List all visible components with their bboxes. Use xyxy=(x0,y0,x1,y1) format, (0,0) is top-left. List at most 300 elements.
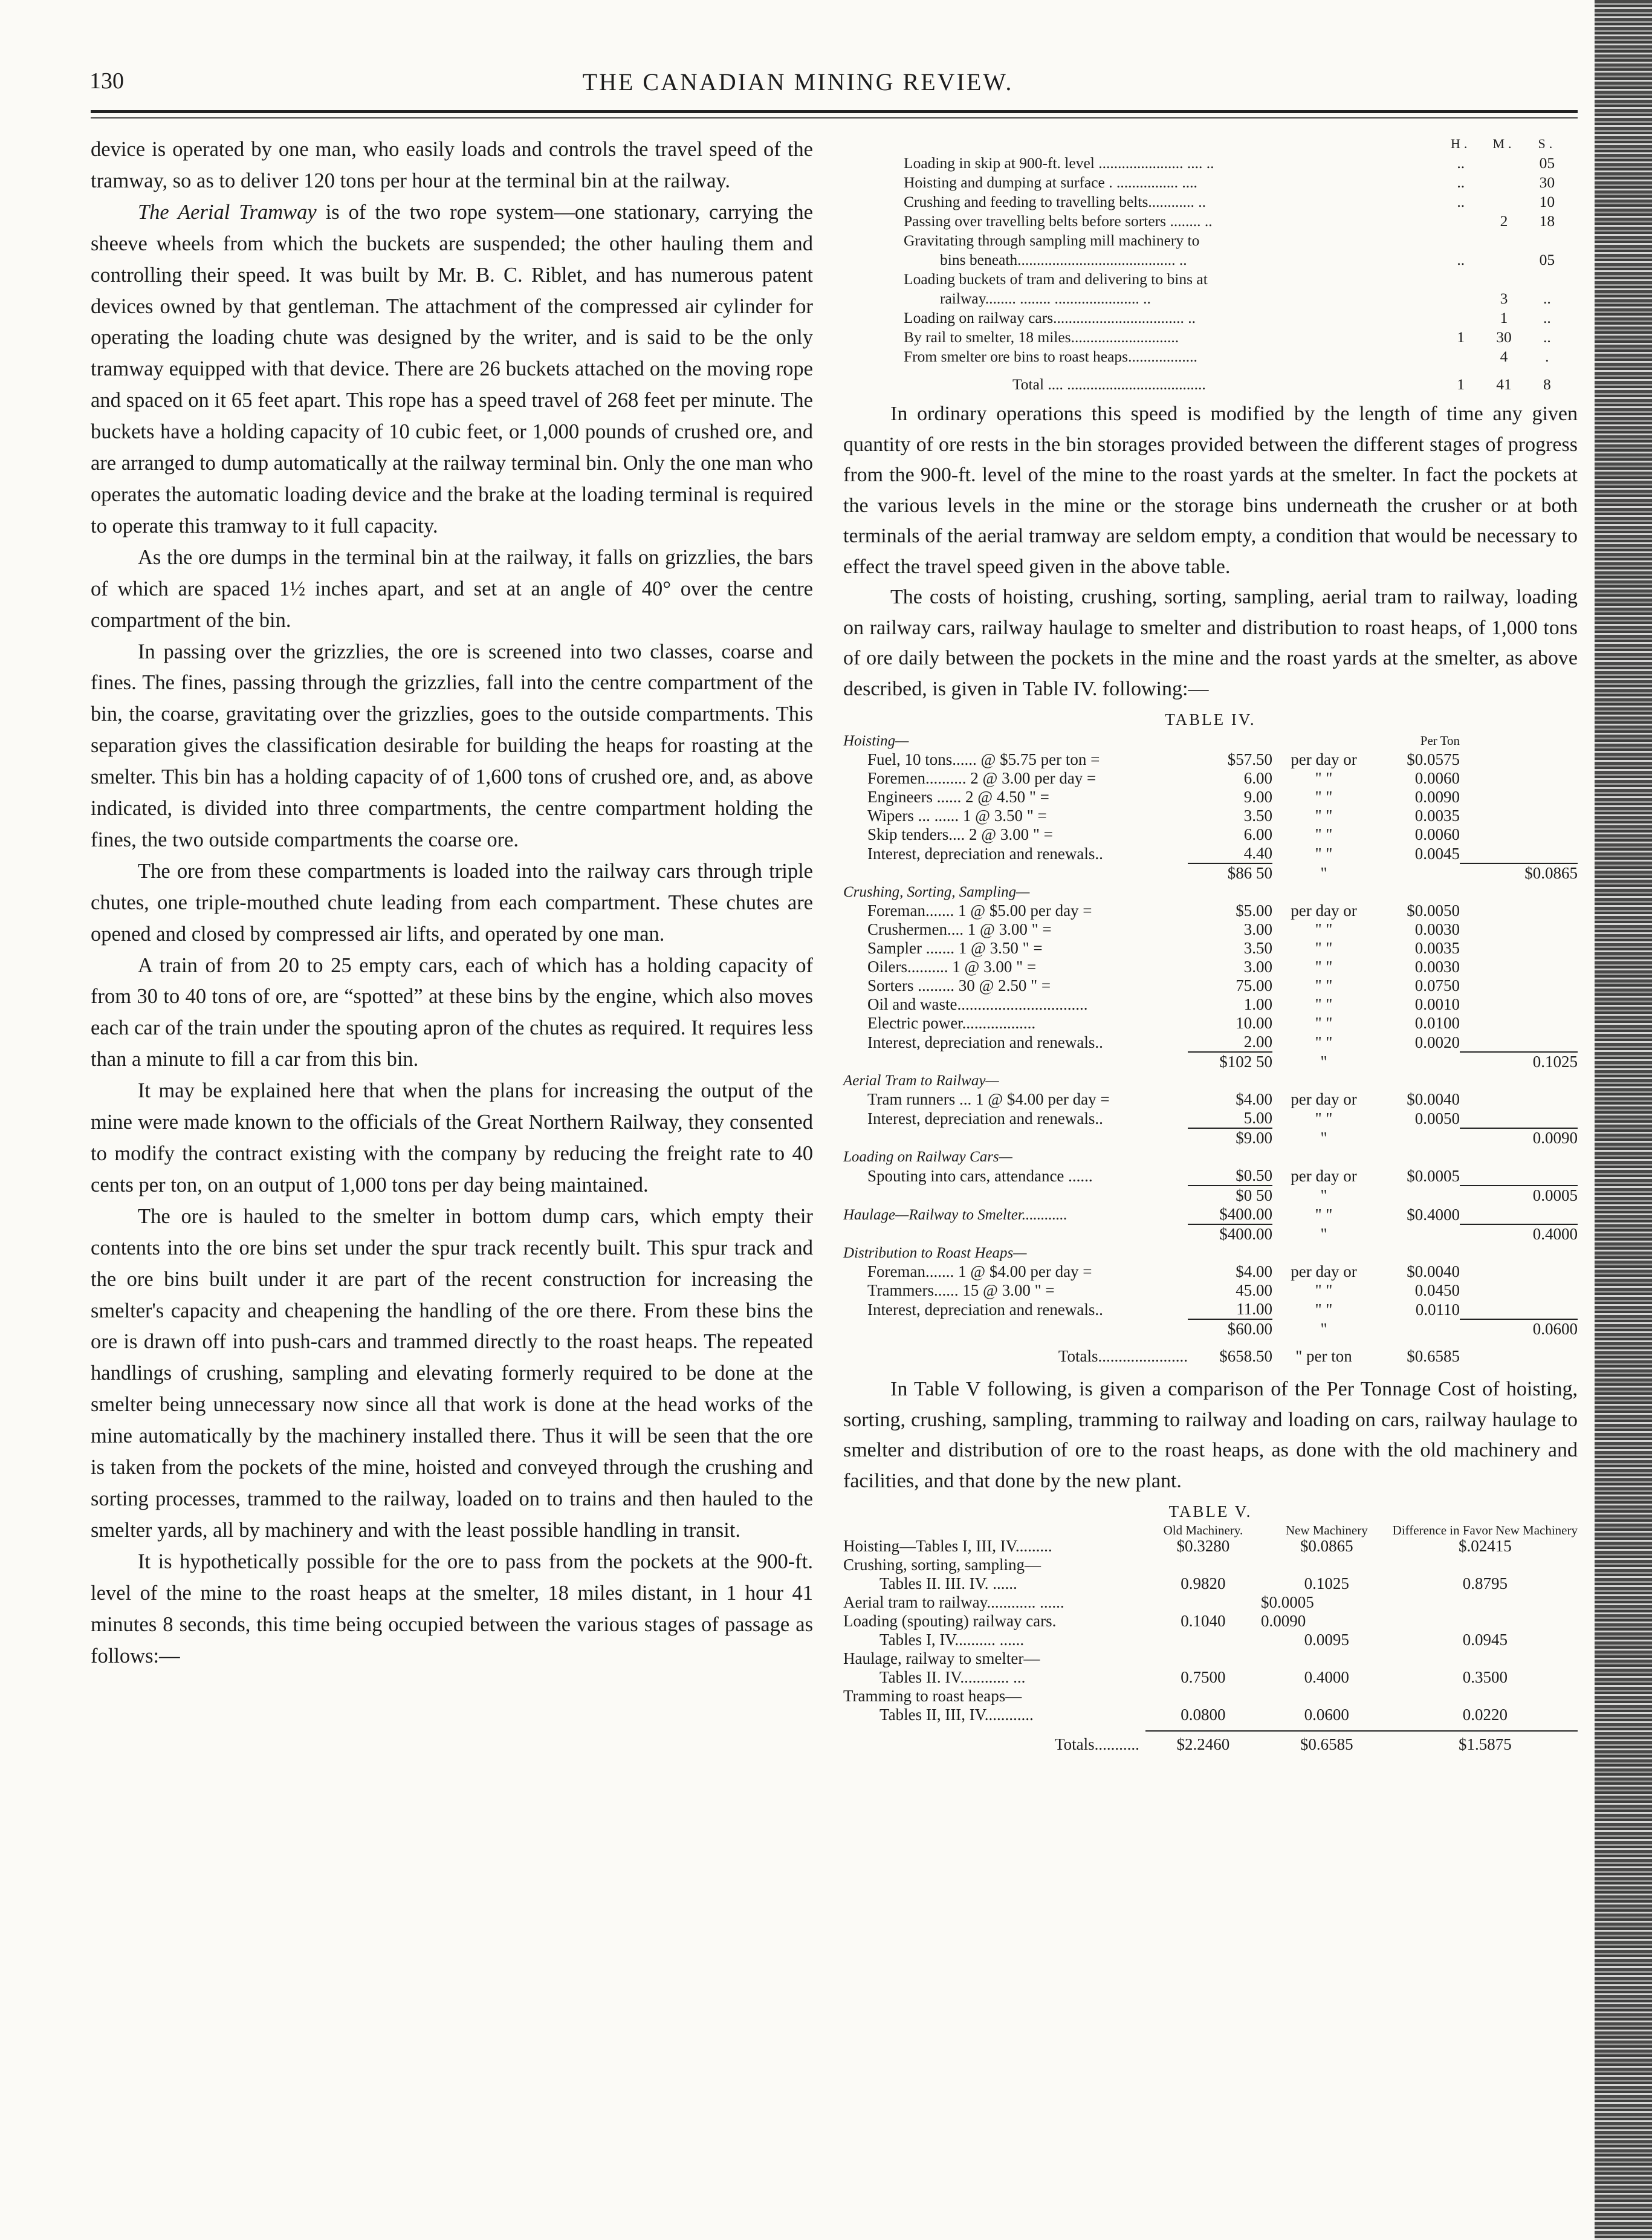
table-v-totals xyxy=(843,1735,1578,1754)
item-unit: " " xyxy=(1315,920,1333,938)
right-column xyxy=(843,134,1578,1754)
table-v-header xyxy=(843,1524,1578,1537)
cost-row xyxy=(843,844,1578,863)
stage-minutes xyxy=(1482,231,1525,250)
timing-table xyxy=(904,134,1569,394)
difference xyxy=(1393,1612,1578,1631)
stage-hours: .. xyxy=(1457,154,1465,172)
table-v-body xyxy=(843,1537,1578,1724)
running-header: THE CANADIAN MINING REVIEW. xyxy=(582,68,1014,96)
section-heading: Crushing, Sorting, Sampling— xyxy=(843,884,1030,900)
old-cost xyxy=(1145,1687,1261,1706)
old-cost xyxy=(1145,1593,1261,1612)
item-amount: 1.00 xyxy=(1243,995,1272,1013)
paragraph: As the ore dumps in the terminal bin at the railway, it falls on grizzlies, the bars of which are spaced 1½ inches apart, and set at an angle of 40° over the centre compartment of the bin. xyxy=(91,545,813,632)
item-amount: $57.50 xyxy=(1227,750,1272,768)
stage-seconds: .. xyxy=(1543,290,1551,307)
totals-old: $2.2460 xyxy=(1176,1735,1230,1753)
timing-row xyxy=(904,289,1569,308)
timing-row xyxy=(904,270,1569,289)
new-cost: 0.1025 xyxy=(1304,1574,1349,1592)
new-cost: 0.4000 xyxy=(1304,1668,1349,1686)
stage-minutes xyxy=(1482,250,1525,270)
old-cost xyxy=(1145,1649,1261,1668)
section-heading: Distribution to Roast Heaps— xyxy=(843,1245,1027,1261)
section-per-ton: $0.0865 xyxy=(1460,863,1578,883)
paragraph: It is hypothetically possible for the ore to pass from the pockets at the 900-ft. level of the mine to the roast heaps at the smelter, 18 miles distant, in 1 hour 41 minutes 8 seconds, this time being occupied between the various stages of passage as follows:— xyxy=(91,1550,813,1667)
comparison-label: Tramming to roast heaps— xyxy=(843,1687,1022,1705)
totals-label: Totals...................... xyxy=(1058,1347,1188,1365)
left-column xyxy=(91,134,813,1672)
item-label: Foreman....... 1 @ $5.00 per day = xyxy=(867,901,1092,920)
subtotal-row xyxy=(843,863,1578,883)
new-cost: $0.0005 xyxy=(1260,1593,1314,1611)
item-unit: " " xyxy=(1315,825,1333,843)
difference xyxy=(1393,1556,1578,1574)
item-label: Interest, depreciation and renewals.. xyxy=(867,1033,1103,1051)
item-unit: " " xyxy=(1315,958,1333,976)
header-rule-thick xyxy=(91,110,1578,113)
stage-hours xyxy=(1439,289,1482,308)
comparison-row xyxy=(843,1668,1578,1687)
item-per-ton: 0.0060 xyxy=(1414,769,1460,787)
item-unit: " " xyxy=(1315,939,1333,957)
item-unit: per day or xyxy=(1291,750,1357,768)
old-cost xyxy=(1145,1631,1261,1649)
cost-row xyxy=(843,769,1578,788)
stage-hours: 1 xyxy=(1457,328,1465,346)
hours-header: H. xyxy=(1451,136,1471,151)
item-per-ton: 0.0020 xyxy=(1414,1033,1460,1051)
stage-label: Loading on railway cars.................................. .. xyxy=(904,309,1196,326)
stage-label: Loading in skip at 900-ft. level ...................... .... .. xyxy=(904,154,1214,172)
comparison-row xyxy=(843,1593,1578,1612)
paragraph xyxy=(91,197,813,542)
paragraph-text: is of the two rope system—one stationary, carrying the sheeve wheels from which the buckets are suspended; the other hauling them and controlling their speed. It was built by Mr. B. C. Riblet, and has numerous patent devices owned by that gentleman. The attachment of the compressed air cylinder for operating the loading chute was designed by the writer, and is said to be the only tramway equipped with that device. There are 26 buckets attached on the moving rope and spaced on it 65 feet apart. This rope has a speed travel of 268 feet per minute. The buckets have a holding capacity of 10 cubic feet, or 1,000 pounds of crushed ore, and are arranged to dump automatically at the railway terminal bin. Only the one man who operates the automatic loading device and the brake at the loading terminal is required to operate this tramway to it full capacity. xyxy=(91,200,813,537)
comparison-row xyxy=(843,1687,1578,1706)
subtotal-unit: " xyxy=(1320,1129,1327,1147)
stage-minutes xyxy=(1482,192,1525,212)
subtotal-amount: $9.00 xyxy=(1188,1128,1272,1148)
cost-row xyxy=(843,1014,1578,1033)
subtotal-amount: $86 50 xyxy=(1188,863,1272,883)
comparison-label: Crushing, sorting, sampling— xyxy=(843,1556,1041,1574)
item-per-ton: $0.0050 xyxy=(1407,901,1460,920)
timing-total-row xyxy=(904,366,1569,394)
difference xyxy=(1393,1593,1578,1612)
stage-minutes: 1 xyxy=(1500,309,1508,326)
old-cost: 0.1040 xyxy=(1181,1612,1226,1630)
comparison-row xyxy=(843,1649,1578,1668)
item-per-ton: 0.0750 xyxy=(1414,976,1460,995)
item-label: Oil and waste................................ xyxy=(867,995,1088,1013)
item-label: Interest, depreciation and renewals.. xyxy=(867,1300,1103,1319)
comparison-label: Tables II, III, IV............ xyxy=(879,1706,1034,1724)
stage-seconds: 10 xyxy=(1539,193,1555,210)
item-amount: 2.00 xyxy=(1243,1033,1272,1051)
table-iv-title: TABLE IV. xyxy=(1165,710,1256,729)
item-unit: " " xyxy=(1315,1014,1333,1032)
item-amount: $4.00 xyxy=(1236,1262,1272,1281)
old-cost: 0.7500 xyxy=(1181,1668,1226,1686)
subtotal-unit: " xyxy=(1320,1320,1327,1338)
timing-row xyxy=(904,250,1569,270)
new-cost: 0.0090 xyxy=(1260,1612,1306,1630)
subtotal-amount: $60.00 xyxy=(1188,1319,1272,1339)
item-unit: per day or xyxy=(1291,1090,1357,1108)
timing-row xyxy=(904,154,1569,173)
item-unit: " " xyxy=(1315,1033,1333,1051)
item-label: Skip tenders.... 2 @ 3.00 " = xyxy=(867,825,1053,843)
item-amount: $400.00 xyxy=(1219,1205,1272,1223)
comparison-label: Tables II. III. IV. ...... xyxy=(879,1574,1017,1592)
item-per-ton: 0.0035 xyxy=(1414,939,1460,957)
stage-label: Hoisting and dumping at surface . ................ .... xyxy=(904,174,1197,191)
stage-minutes xyxy=(1482,270,1525,289)
stage-seconds: 05 xyxy=(1539,251,1555,268)
table-v-title: TABLE V. xyxy=(1168,1502,1252,1521)
item-label: Interest, depreciation and renewals.. xyxy=(867,1109,1103,1128)
subtotal-row xyxy=(843,1052,1578,1071)
section-heading-row xyxy=(843,1071,1578,1090)
per-ton-header: Per Ton xyxy=(1420,733,1460,748)
table-iv-totals xyxy=(843,1339,1578,1366)
totals-rule xyxy=(1145,1730,1578,1732)
item-label: Engineers ...... 2 @ 4.50 " = xyxy=(867,788,1049,806)
item-unit: " " xyxy=(1315,1300,1333,1319)
item-amount: $4.00 xyxy=(1236,1090,1272,1108)
totals-per-ton: $0.6585 xyxy=(1407,1347,1460,1365)
item-unit: " " xyxy=(1315,1206,1333,1224)
item-per-ton: 0.0010 xyxy=(1414,995,1460,1013)
paragraph: The ore is hauled to the smelter in bottom dump cars, which empty their contents into the ore bins set under the spur track recently built. This spur track and the ore bins built under it are part of the recent construction for increasing the smelter's capacity and cheapening the handling of the ore there. From these bins the ore is drawn off into push-cars and trammed directly to the roast heaps. The repeated handlings of crushing, sampling and elevating formerly required to be done at the smelter being unnecessary now since all that work is done at the head works of the mine automatically by the machinery installed there. Thus it will be seen that the ore is taken from the pockets of the mine, hoisted and conveyed through the crushing and sorting processes, trammed to the railway, loaded on to trains and then hauled to the smelter yards, all by machinery and with the least possible handling in transit. xyxy=(91,1204,813,1542)
item-per-ton: 0.0110 xyxy=(1415,1300,1460,1319)
paragraph: In ordinary operations this speed is modified by the length of time any given quantity of ore rests in the bin storages provided between the different stages of progress from the 900-ft. level of the mine to the roast yards at the smelter. In fact the pockets at the various levels in the mine or the storage bins underneath the crusher or at both terminals of the aerial tramway are seldom empty, a condition that would be necessary to effect the travel speed given in the above table. xyxy=(843,403,1578,578)
subtotal-unit: " xyxy=(1320,864,1327,882)
comparison-label: Haulage, railway to smelter— xyxy=(843,1649,1040,1667)
paragraph: The costs of hoisting, crushing, sorting, sampling, aerial tram to railway, loading on railway cars, railway haulage to smelter and distribution to roast heaps, of 1,000 tons of ore daily between the pockets in the mine and the roast yards at the smelter, as above described, is given in Table IV. following:— xyxy=(843,586,1578,700)
table-v-rule xyxy=(843,1724,1578,1735)
total-minutes: 41 xyxy=(1496,375,1512,393)
difference: 0.0220 xyxy=(1462,1706,1508,1724)
new-cost: 0.0095 xyxy=(1304,1631,1349,1649)
item-amount: 9.00 xyxy=(1243,788,1272,806)
subtotal-row xyxy=(843,1128,1578,1148)
stage-seconds: . xyxy=(1545,348,1549,365)
total-label: Total .... .................................... xyxy=(1012,375,1206,393)
cost-row xyxy=(843,1090,1578,1109)
header-rule-thin xyxy=(91,117,1578,118)
new-cost: 0.0600 xyxy=(1304,1706,1349,1724)
section-heading-row xyxy=(843,883,1578,901)
cost-row xyxy=(843,1109,1578,1128)
item-amount: 3.00 xyxy=(1243,920,1272,938)
item-per-ton: $0.0575 xyxy=(1407,750,1460,768)
timing-row xyxy=(904,308,1569,328)
subtotal-amount: $0 50 xyxy=(1188,1186,1272,1205)
section-heading: Aerial Tram to Railway— xyxy=(843,1073,999,1089)
item-amount: 3.50 xyxy=(1243,807,1272,825)
item-unit: " " xyxy=(1315,976,1333,995)
table-iv-body xyxy=(843,750,1578,1339)
item-amount: 4.40 xyxy=(1243,844,1272,862)
item-per-ton: 0.0100 xyxy=(1414,1014,1460,1032)
total-seconds: 8 xyxy=(1543,375,1551,393)
difference: 0.8795 xyxy=(1462,1574,1508,1592)
stage-seconds xyxy=(1526,231,1569,250)
totals-diff: $1.5875 xyxy=(1458,1735,1512,1753)
stage-hours xyxy=(1439,212,1482,231)
cost-row xyxy=(843,939,1578,958)
section-heading-row xyxy=(843,1148,1578,1166)
item-label: Crushermen.... 1 @ 3.00 " = xyxy=(867,920,1052,938)
section-heading: Haulage—Railway to Smelter............ xyxy=(843,1207,1067,1223)
item-per-ton: $0.4000 xyxy=(1407,1206,1460,1224)
comparison-row xyxy=(843,1574,1578,1593)
paragraph: In Table V following, is given a comparison of the Per Tonnage Cost of hoisting, sorting, crushing, sampling, tramming to railway and loading on cars, railway haulage to smelter and distribution of ore to the roast heaps, as done with the old machinery and facilities, and that done by the new plant. xyxy=(843,1378,1578,1492)
subtotal-unit: " xyxy=(1320,1225,1327,1243)
item-label: Interest, depreciation and renewals.. xyxy=(867,845,1103,863)
totals-label: Totals........... xyxy=(1055,1735,1139,1753)
table-iv-header xyxy=(843,732,1578,750)
new-cost: $0.0865 xyxy=(1300,1537,1353,1555)
totals-amount: $658.50 xyxy=(1219,1347,1272,1365)
cost-row xyxy=(843,750,1578,769)
cost-row xyxy=(843,788,1578,807)
stage-label: railway........ ........ ...................... .. xyxy=(940,290,1151,307)
old-cost: 0.0800 xyxy=(1181,1706,1226,1724)
item-per-ton: 0.0035 xyxy=(1414,807,1460,825)
item-unit: per day or xyxy=(1291,901,1357,920)
stage-minutes xyxy=(1482,173,1525,192)
timing-header-row xyxy=(904,134,1569,154)
section-heading-row xyxy=(843,1244,1578,1262)
scanned-page-edge xyxy=(1595,0,1652,2240)
item-unit: " " xyxy=(1315,788,1333,806)
item-label: Sorters ......... 30 @ 2.50 " = xyxy=(867,976,1051,995)
right-prose-2 xyxy=(843,1374,1578,1496)
item-label: Oilers.......... 1 @ 3.00 " = xyxy=(867,958,1037,976)
cost-row xyxy=(843,920,1578,939)
stage-minutes: 30 xyxy=(1496,328,1512,346)
item-per-ton: 0.0050 xyxy=(1414,1109,1460,1128)
section-per-ton: 0.0005 xyxy=(1460,1186,1578,1205)
stage-label: By rail to smelter, 18 miles............................ xyxy=(904,328,1179,346)
section-per-ton: 0.1025 xyxy=(1460,1052,1578,1071)
stage-seconds: 05 xyxy=(1539,154,1555,172)
table-iv xyxy=(843,732,1578,1366)
item-amount: $0.50 xyxy=(1236,1166,1272,1184)
cost-row xyxy=(843,901,1578,920)
timing-row xyxy=(904,328,1569,347)
paragraph: A train of from 20 to 25 empty cars, each of which has a holding capacity of from 30 to 40 tons of ore, are “spotted” at these bins by the engine, which also moves each car of the train under the spouting apron of the chutes as required. It requires less than a minute to fill a car from this bin. xyxy=(91,953,813,1071)
timing-row xyxy=(904,231,1569,250)
subtotal-row xyxy=(843,1319,1578,1339)
subtotal-row xyxy=(843,1186,1578,1205)
paragraph: device is operated by one man, who easily loads and controls the travel speed of the tramway, so as to deliver 120 tons per hour at the terminal bin at the railway. xyxy=(91,138,813,192)
stage-seconds: 30 xyxy=(1539,174,1555,191)
subtotal-row xyxy=(843,1224,1578,1244)
item-amount: 3.50 xyxy=(1243,939,1272,957)
difference: 0.0945 xyxy=(1462,1631,1508,1649)
totals-unit: " per ton xyxy=(1295,1347,1352,1365)
timing-row xyxy=(904,212,1569,231)
section-heading: Loading on Railway Cars— xyxy=(843,1149,1012,1165)
new-machinery-header: New Machinery xyxy=(1285,1523,1368,1537)
subtotal-amount: $102 50 xyxy=(1188,1052,1272,1071)
item-label: Spouting into cars, attendance ...... xyxy=(867,1167,1093,1185)
cost-row xyxy=(843,807,1578,825)
stage-hours xyxy=(1439,231,1482,250)
item-label: Wipers ... ...... 1 @ 3.50 " = xyxy=(867,807,1047,825)
item-label: Foreman....... 1 @ $4.00 per day = xyxy=(867,1262,1092,1281)
item-unit: " " xyxy=(1315,1281,1333,1299)
section-heading: Hoisting— xyxy=(843,733,909,749)
subtotal-amount: $400.00 xyxy=(1188,1224,1272,1244)
item-label: Sampler ....... 1 @ 3.50 " = xyxy=(867,939,1043,957)
item-label: Electric power.................. xyxy=(867,1014,1036,1032)
stage-minutes: 4 xyxy=(1500,348,1508,365)
cost-row xyxy=(843,1281,1578,1300)
item-per-ton: $0.0040 xyxy=(1407,1262,1460,1281)
item-per-ton: 0.0060 xyxy=(1414,825,1460,843)
stage-seconds xyxy=(1526,270,1569,289)
new-cost xyxy=(1261,1687,1393,1706)
item-per-ton: 0.0090 xyxy=(1414,788,1460,806)
subtotal-unit: " xyxy=(1320,1186,1327,1204)
old-cost xyxy=(1145,1556,1261,1574)
item-unit: " " xyxy=(1315,807,1333,825)
timing-row xyxy=(904,347,1569,366)
comparison-row xyxy=(843,1612,1578,1631)
item-per-ton: 0.0030 xyxy=(1414,958,1460,976)
comparison-label: Tables I, IV.......... ...... xyxy=(879,1631,1025,1649)
item-label: Fuel, 10 tons...... @ $5.75 per ton = xyxy=(867,750,1100,768)
comparison-row xyxy=(843,1556,1578,1574)
total-hours: 1 xyxy=(1457,375,1465,393)
old-machinery-header: Old Machinery. xyxy=(1163,1523,1243,1537)
stage-minutes: 3 xyxy=(1500,290,1508,307)
paragraph: In passing over the grizzlies, the ore is screened into two classes, coarse and fines. The fines, passing through the grizzlies, fall into the centre compartment of the bin, the coarse, gravitating over the grizzlies, goes to the outside compartments. This separation gives the classification desirable for building the heaps for roasting at the smelter. This bin has a holding capacity of of 1,600 tons of crushed ore, and, as above indicated, is divided into three compartments, the centre compartment holding the fines, the two outside compartments the coarse ore. xyxy=(91,640,813,851)
stage-label: From smelter ore bins to roast heaps.................. xyxy=(904,348,1197,365)
difference: 0.3500 xyxy=(1462,1668,1508,1686)
difference xyxy=(1393,1649,1578,1668)
stage-seconds: .. xyxy=(1543,328,1551,346)
item-label: Trammers...... 15 @ 3.00 " = xyxy=(867,1281,1055,1299)
comparison-label: Hoisting—Tables I, III, IV......... xyxy=(843,1537,1052,1555)
item-unit: " " xyxy=(1315,845,1333,863)
old-cost: $0.3280 xyxy=(1176,1537,1230,1555)
stage-label: Passing over travelling belts before sorters ........ .. xyxy=(904,212,1213,230)
comparison-label: Aerial tram to railway............ ...... xyxy=(843,1593,1064,1611)
item-amount: 75.00 xyxy=(1236,976,1272,995)
timing-rows xyxy=(904,154,1569,366)
section-per-ton: 0.4000 xyxy=(1460,1224,1578,1244)
new-cost xyxy=(1261,1556,1393,1574)
stage-label: Crushing and feeding to travelling belts............ .. xyxy=(904,193,1207,210)
stage-hours: .. xyxy=(1457,193,1465,210)
cost-row xyxy=(843,958,1578,976)
item-amount: 45.00 xyxy=(1236,1281,1272,1299)
item-amount: 5.00 xyxy=(1243,1109,1272,1127)
item-unit: per day or xyxy=(1291,1262,1357,1281)
stage-seconds: 18 xyxy=(1539,212,1555,230)
comparison-row xyxy=(843,1631,1578,1649)
stage-minutes: 2 xyxy=(1500,212,1508,230)
italic-term: The Aerial Tramway xyxy=(138,200,317,224)
item-per-ton: 0.0045 xyxy=(1414,845,1460,863)
paragraph: It may be explained here that when the plans for increasing the output of the mine were made known to the officials of the Great Northern Railway, they consented to modify the contract existing with the company by reducing the freight rate to 40 cents per ton, on an output of 1,000 tons per day being maintained. xyxy=(91,1079,813,1196)
minutes-header: M. xyxy=(1492,136,1515,151)
item-per-ton: 0.0030 xyxy=(1414,920,1460,938)
difference-header: Difference in Favor New Machinery xyxy=(1392,1523,1578,1537)
cost-row xyxy=(843,995,1578,1014)
stage-label: bins beneath......................................... .. xyxy=(940,251,1187,268)
item-unit: " " xyxy=(1315,995,1333,1013)
item-unit: " " xyxy=(1315,1109,1333,1128)
cost-row xyxy=(843,1166,1578,1186)
item-amount: 11.00 xyxy=(1236,1300,1272,1318)
cost-row xyxy=(843,976,1578,995)
stage-hours: .. xyxy=(1457,174,1465,191)
cost-row xyxy=(843,1262,1578,1281)
timing-row xyxy=(904,173,1569,192)
item-label: Tram runners ... 1 @ $4.00 per day = xyxy=(867,1090,1110,1108)
comparison-row xyxy=(843,1537,1578,1556)
section-per-ton: 0.0090 xyxy=(1460,1128,1578,1148)
cost-row xyxy=(843,1300,1578,1319)
stage-hours xyxy=(1439,270,1482,289)
stage-hours xyxy=(1439,308,1482,328)
timing-row xyxy=(904,192,1569,212)
stage-hours xyxy=(1439,347,1482,366)
stage-label: Gravitating through sampling mill machinery to xyxy=(904,232,1200,249)
subtotal-unit: " xyxy=(1320,1053,1327,1071)
stage-minutes xyxy=(1482,154,1525,173)
item-amount: 6.00 xyxy=(1243,769,1272,787)
item-unit: per day or xyxy=(1291,1167,1357,1185)
comparison-label: Loading (spouting) railway cars. xyxy=(843,1612,1057,1630)
new-cost xyxy=(1261,1649,1393,1668)
stage-label: Loading buckets of tram and delivering to bins at xyxy=(904,270,1208,288)
item-unit: " " xyxy=(1315,769,1333,787)
item-amount: 6.00 xyxy=(1243,825,1272,843)
difference: $.02415 xyxy=(1458,1537,1512,1555)
item-per-ton: $0.0040 xyxy=(1407,1090,1460,1108)
difference xyxy=(1393,1687,1578,1706)
cost-row xyxy=(843,1033,1578,1052)
comparison-label: Tables II. IV............ ... xyxy=(879,1668,1026,1686)
totals-new: $0.6585 xyxy=(1300,1735,1353,1753)
paragraph: The ore from these compartments is loaded into the railway cars through triple chutes, one triple-mouthed chute leading from each compartment. These chutes are opened and closed by compressed air lifts, and operated by one man. xyxy=(91,859,813,946)
section-per-ton: 0.0600 xyxy=(1460,1319,1578,1339)
item-label: Foremen.......... 2 @ 3.00 per day = xyxy=(867,769,1096,787)
page-number: 130 xyxy=(89,68,124,94)
old-cost: 0.9820 xyxy=(1181,1574,1226,1592)
seconds-header: S. xyxy=(1538,136,1556,151)
item-amount: 3.00 xyxy=(1243,958,1272,976)
item-amount: $5.00 xyxy=(1236,901,1272,920)
right-prose-1 xyxy=(843,399,1578,704)
comparison-row xyxy=(843,1706,1578,1724)
cost-row xyxy=(843,825,1578,844)
stage-seconds: .. xyxy=(1543,309,1551,326)
table-v xyxy=(843,1524,1578,1754)
section-heading-row xyxy=(843,1205,1578,1224)
stage-hours: .. xyxy=(1457,251,1465,268)
item-per-ton: 0.0450 xyxy=(1414,1281,1460,1299)
item-per-ton: $0.0005 xyxy=(1407,1167,1460,1185)
